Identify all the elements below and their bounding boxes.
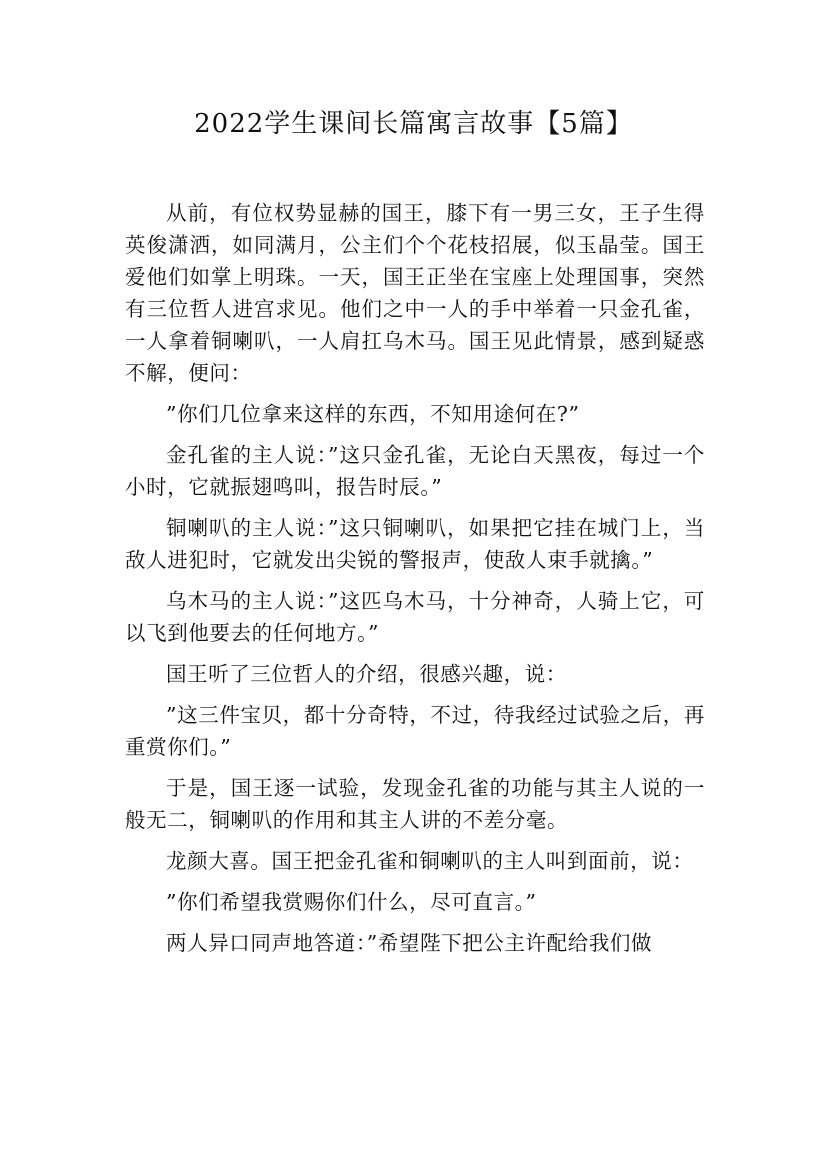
paragraph: 国王听了三位哲人的介绍，很感兴趣，说：	[166, 662, 567, 686]
paragraph: 乌木马的主人说：”这匹乌木马，十分神奇，人骑上它，可以飞到他要去的任何地方。”	[125, 589, 705, 645]
paragraph: 于是，国王逐一试验，发现金孔雀的功能与其主人说的一般无二，铜喇叭的作用和其主人讲的不差分毫。	[125, 776, 705, 832]
paragraph: 金孔雀的主人说：”这只金孔雀，无论白天黑夜，每过一个小时，它就振翅鸣叫，报告时辰。”	[125, 443, 705, 499]
paragraph: ”你们几位拿来这样的东西，不知用途何在?”	[166, 402, 580, 426]
paragraph: 铜喇叭的主人说：”这只铜喇叭，如果把它挂在城门上，当敌人进犯时，它就发出尖锐的警报声，使敌人束手就擒。”	[125, 516, 705, 572]
document-title: 2022学生课间长篇寓言故事【5篇】	[194, 109, 633, 139]
paragraph: 两人异口同声地答道：”希望陛下把公主许配给我们做	[166, 931, 653, 955]
paragraph: ”这三件宝贝，都十分奇特，不过，待我经过试验之后，再重赏你们。”	[125, 703, 705, 759]
paragraph: 龙颜大喜。国王把金孔雀和铜喇叭的主人叫到面前，说：	[166, 849, 694, 873]
paragraph: ”你们希望我赏赐你们什么，尽可直言。”	[166, 890, 537, 914]
document-body	[125, 197, 705, 968]
paragraph: 从前，有位权势显赫的国王，膝下有一男三女，王子生得英俊潇洒，如同满月，公主们个个花枝招展，似玉晶莹。国王爱他们如掌上明珠。一天，国王正坐在宝座上处理国事，突然有三位哲人进宫求见。他们之中一人的手中举着一只金孔雀，一人拿着铜喇叭，一人肩扛乌木马。国王见此情景，感到疑惑不解，便问：	[125, 201, 705, 385]
